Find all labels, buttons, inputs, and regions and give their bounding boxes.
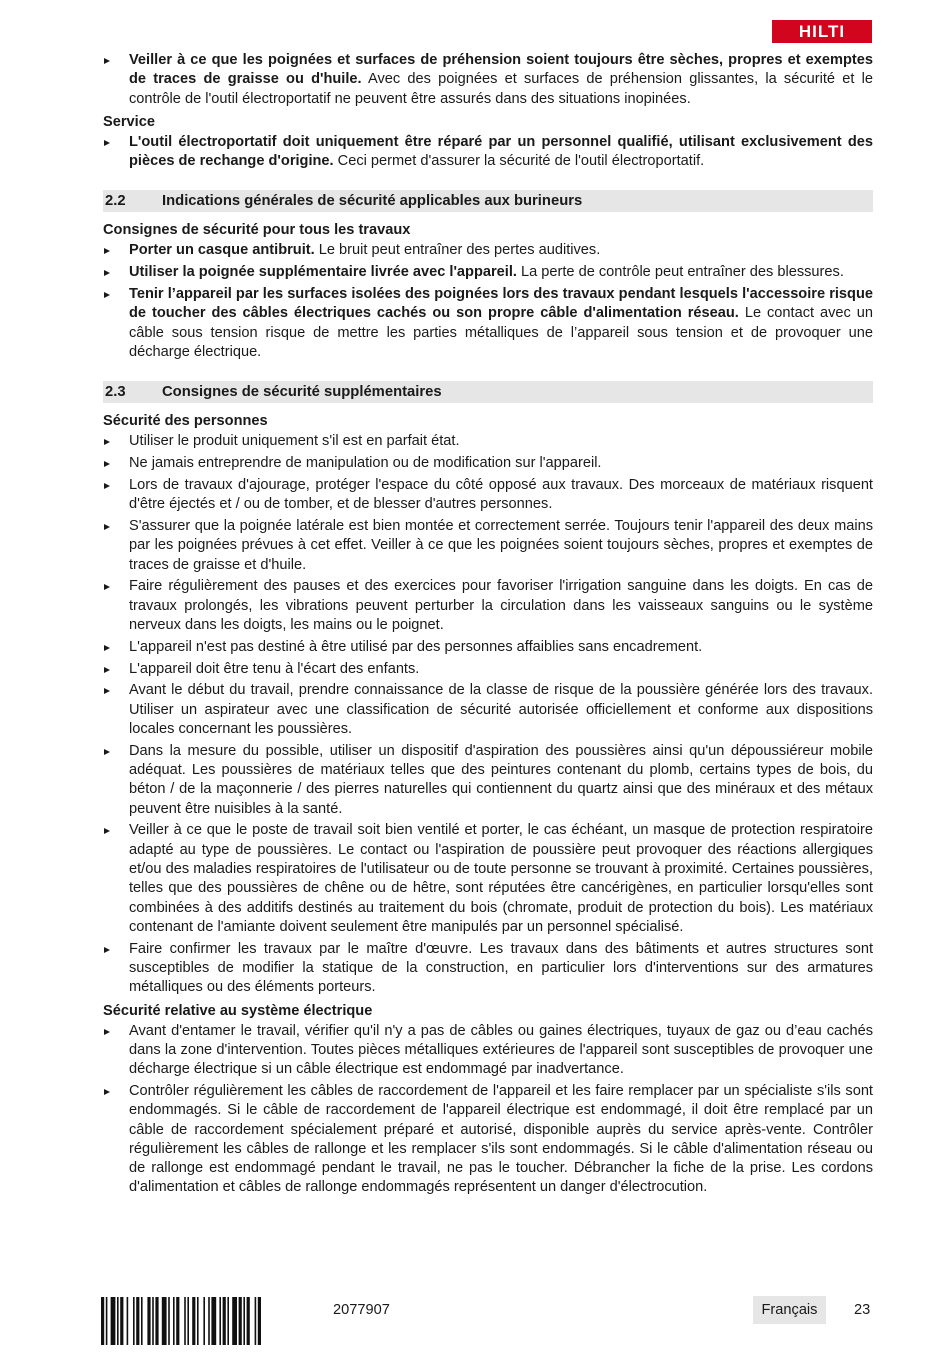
bullet-arrow-icon: [104, 439, 110, 445]
bullet-arrow-icon: [104, 1089, 110, 1095]
section-heading-2-3: [103, 381, 873, 403]
barcode-bar: [187, 1297, 189, 1345]
barcode-bar: [184, 1297, 186, 1345]
barcode-bar: [141, 1297, 143, 1345]
list-item: S'assurer que la poignée latérale est bien montée et correctement serrée. Toujours tenir l'appareil des deux mains par les poignées prévues à cet effet. Veiller à ce que les poignées soient toujours sèches, propres et exemptes de traces de graisse et d'huile.: [103, 517, 873, 575]
subheading-persons: Sécurité des personnes: [103, 413, 268, 430]
page-number: 23: [854, 1302, 871, 1318]
barcode-bar: [203, 1297, 205, 1345]
section-2-2-list: [103, 241, 873, 362]
list-item: L'outil électroportatif doit uniquement être réparé par un personnel qualifié, utilisant exclusivement des pièces de rechange d'origine. Ceci permet d'assurer la sécurité de l'outil électroportatif.: [103, 133, 873, 172]
list-item: Avant d'entamer le travail, vérifier qu'il n'y a pas de câbles ou gaines électriques, tuyaux de gaz ou d’eau cachés dans la zone d'intervention. Toutes pièces métalliques extérieures de l'appareil sont susceptibles de provoquer une décharge électrique si un câble électrique est endommagé par inadvertance.: [103, 1022, 873, 1080]
list-item: Dans la mesure du possible, utiliser un dispositif d'aspiration des poussières ainsi qu'un dépoussiéreur mobile adéquat. Les poussières de matériaux telles que des peintures contenant du plomb, certains types de bois, du béton / de la maçonnerie / des pierres naturelles qui contiennent du quartz ainsi que des minéraux et des métaux peuvent être nuisibles à la santé.: [103, 742, 873, 819]
barcode-bar: [197, 1297, 199, 1345]
section-heading-2-2: [103, 190, 873, 212]
bullet-arrow-icon: [104, 645, 110, 651]
barcode-bar: [173, 1297, 175, 1345]
bullet-arrow-icon: [104, 461, 110, 467]
barcode-bar: [101, 1297, 104, 1345]
subheading-electrical: Sécurité relative au système électrique: [103, 1002, 373, 1019]
barcode-bar: [133, 1297, 135, 1345]
barcode-bar: [227, 1297, 229, 1345]
bullet-arrow-icon: [104, 828, 110, 834]
barcode-bar: [152, 1297, 154, 1345]
section-title: Consignes de sécurité supplémentaires: [162, 384, 442, 401]
subheading-all-work: Consignes de sécurité pour tous les travaux: [103, 222, 411, 239]
document-number: 2077907: [333, 1302, 390, 1318]
barcode-bar: [208, 1297, 210, 1345]
hilti-logo-text: HILTI: [798, 22, 846, 41]
barcode-bar: [219, 1297, 221, 1345]
barcode-bar: [117, 1297, 119, 1345]
barcode-bar: [136, 1297, 139, 1345]
barcode-bar: [247, 1297, 250, 1345]
barcode-bar: [168, 1297, 170, 1345]
service-heading: Service: [103, 113, 155, 130]
barcode-bar: [223, 1297, 226, 1345]
barcode-bar: [106, 1297, 108, 1345]
bullet-arrow-icon: [104, 584, 110, 590]
barcode-bar: [255, 1297, 257, 1345]
list-item: Avant le début du travail, prendre connaissance de la classe de risque de la poussière générée lors des travaux. Utiliser un aspirateur avec une classification de sécurité autorisée officiellement et conforme aux dispositions locales concernant les poussières.: [103, 681, 873, 739]
section-title: Indications générales de sécurité applicables aux burineurs: [162, 193, 583, 210]
bullet-arrow-icon: [104, 140, 110, 146]
list-item: Faire confirmer les travaux par le maître d'œuvre. Les travaux dans des bâtiments et autres structures sont susceptibles de modifier la statique de la construction, en particulier lors d'interventions sur des armatures métalliques ou des éléments porteurs.: [103, 940, 873, 998]
barcode-bar: [176, 1297, 179, 1345]
language-label: Français: [753, 1296, 826, 1324]
list-item: Porter un casque antibruit. Le bruit peut entraîner des pertes auditives.: [103, 241, 873, 260]
barcode-bar: [232, 1297, 237, 1345]
list-item: Contrôler régulièrement les câbles de raccordement de l'appareil et les faire remplacer par un spécialiste s'ils sont endommagés. Si le câble de raccordement de l'appareil électrique est endommagé, il doit être remplacé par un câble de raccordement spécialement préparé et autorisé, disponible auprès du service après-vente. Contrôler régulièrement les câbles de rallonge et les remplacer s'ils sont endommagés. Si le câble d'alimentation réseau ou de rallonge est endommagé pendant le travail, ne pas le toucher. Débrancher la fiche de la prise. Les cordons d'alimentation et câbles de rallonge endommagés représentent un danger d'électrocution.: [103, 1082, 873, 1198]
barcode-bar: [147, 1297, 150, 1345]
bullet-arrow-icon: [104, 749, 110, 755]
list-item: Tenir l’appareil par les surfaces isolées des poignées lors des travaux pendant lesquels l'accessoire risque de toucher des câbles électriques cachés ou son propre câble d'alimentation réseau. Le contact avec un câble sous tension risque de mettre les parties métalliques de l’appareil sous tension et de provoquer une décharge électrique.: [103, 285, 873, 362]
bullet-arrow-icon: [104, 947, 110, 953]
barcode-bar: [239, 1297, 242, 1345]
list-item: Veiller à ce que le poste de travail soit bien ventilé et porter, le cas échéant, un masque de protection respiratoire adapté au type de poussières. Le contact ou l'aspiration de poussière peut provoquer des réactions allergiques et/ou des maladies respiratoires de l'utilisateur ou de toute personne se trouvant à proximité. Certaines poussières, telles que des poussières de chêne ou de hêtre, sont réputées être cancérigènes, en particulier lorsqu'elles sont combinées à des additifs destinés au traitement du bois (chromate, produit de protection du bois). Les matériaux contenant de l'amiante doivent seulement être manipulés par un personnel spécialisé.: [103, 821, 873, 937]
hilti-logo: [772, 20, 872, 43]
list-item: L'appareil doit être tenu à l'écart des enfants.: [103, 660, 873, 679]
barcode-bar: [127, 1297, 129, 1345]
electrical-safety-list: [103, 1022, 873, 1198]
bullet-arrow-icon: [104, 1029, 110, 1035]
barcode-bar: [211, 1297, 216, 1345]
bullet-arrow-icon: [104, 524, 110, 530]
page-content: [103, 51, 873, 1200]
barcode-bar: [243, 1297, 245, 1345]
section-number: 2.2: [105, 193, 126, 210]
bullet-arrow-icon: [104, 688, 110, 694]
bullet-arrow-icon: [104, 270, 110, 276]
persons-safety-list: [103, 432, 873, 997]
barcode-bar: [162, 1297, 167, 1345]
barcode-bar: [155, 1297, 158, 1345]
section-number: 2.3: [105, 384, 126, 401]
bullet-arrow-icon: [104, 58, 110, 64]
service-list: [103, 133, 873, 172]
bullet-arrow-icon: [104, 292, 110, 298]
barcode-bar: [111, 1297, 116, 1345]
list-item: Lors de travaux d'ajourage, protéger l'espace du côté opposé aux travaux. Des morceaux de matériaux risquent d'être éjectés et / ou de tomber, et de blesser d'autres personnes.: [103, 476, 873, 515]
bullet-arrow-icon: [104, 483, 110, 489]
list-item: Utiliser le produit uniquement s'il est en parfait état.: [103, 432, 873, 451]
list-item: L'appareil n'est pas destiné à être utilisé par des personnes affaiblies sans encadrement.: [103, 638, 873, 657]
barcode-bar: [120, 1297, 123, 1345]
bullet-arrow-icon: [104, 667, 110, 673]
barcode-image: [101, 1297, 315, 1345]
list-item: Veiller à ce que les poignées et surfaces de préhension soient toujours être sèches, propres et exemptes de traces de graisse ou d'huile. Avec des poignées et surfaces de préhension glissantes, la sécurité et le contrôle de l'outil électroportatif ne peuvent être assurés dans des situations inopinées.: [103, 51, 873, 109]
list-item: Ne jamais entreprendre de manipulation ou de modification sur l'appareil.: [103, 454, 873, 473]
list-item: Utiliser la poignée supplémentaire livrée avec l'appareil. La perte de contrôle peut entraîner des blessures.: [103, 263, 873, 282]
barcode-bar: [192, 1297, 195, 1345]
bullet-arrow-icon: [104, 248, 110, 254]
list-item: Faire régulièrement des pauses et des exercices pour favoriser l'irrigation sanguine dans les doigts. En cas de travaux prolongés, les vibrations peuvent perturber la circulation dans les vaisseaux sanguins ou le système nerveux dans les doigts, les mains ou le poignet.: [103, 577, 873, 635]
intro-list: [103, 51, 873, 109]
barcode-bar: [258, 1297, 261, 1345]
